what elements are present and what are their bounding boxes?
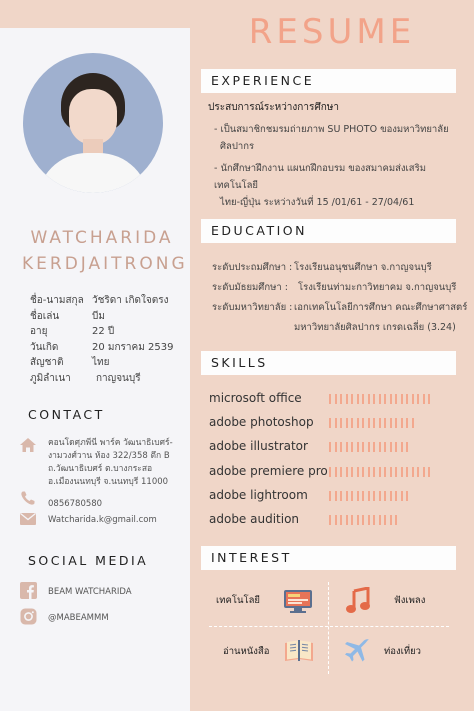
skill-tick — [346, 515, 348, 525]
skill-tick — [362, 394, 364, 404]
experience-item: - เป็นสมาชิกชมรมถ่ายภาพ SU PHOTO ของมหาวิทยาลัย ศิลปากร — [214, 124, 449, 152]
skill-tick — [373, 442, 375, 452]
skill-tick — [329, 394, 331, 404]
skill-tick — [379, 394, 381, 404]
skill-level-bar — [329, 394, 430, 404]
skill-tick — [401, 467, 403, 477]
skill-tick — [357, 442, 359, 452]
skill-tick — [401, 418, 403, 428]
skill-tick — [384, 491, 386, 501]
profile-photo — [23, 53, 163, 193]
instagram-icon — [18, 608, 38, 624]
skill-tick — [346, 418, 348, 428]
skill-tick — [335, 418, 337, 428]
skill-tick — [417, 467, 419, 477]
phone-icon — [18, 490, 38, 506]
skill-tick — [384, 418, 386, 428]
skill-tick — [379, 467, 381, 477]
social-media-title: SOCIAL MEDIA — [28, 553, 149, 568]
skill-tick — [368, 418, 370, 428]
skill-tick — [395, 515, 397, 525]
music-note-icon — [345, 587, 371, 619]
left-column — [0, 0, 190, 711]
email-text[interactable]: Watcharida.k@gmail.com — [48, 515, 157, 525]
skill-tick — [428, 394, 430, 404]
skill-tick — [395, 491, 397, 501]
skill-tick — [401, 491, 403, 501]
skill-tick — [406, 467, 408, 477]
airplane-icon — [343, 638, 371, 668]
skill-tick — [329, 467, 331, 477]
facebook-row[interactable]: BEAM WATCHARIDA — [18, 582, 132, 602]
skill-tick — [351, 394, 353, 404]
skill-tick — [373, 394, 375, 404]
skill-tick — [412, 467, 414, 477]
skill-tick — [340, 394, 342, 404]
address-row: คอนโดศุภพีนี พาร์ค วัฒนาธิเบศร์- งามวงศ์วาน ห้อง 322/358 ตึก B ถ.วัฒนาธิเบศร์ ต.บางกระสอ อ.เมืองนนทบุรี จ.นนทบุรี 11000 — [18, 437, 173, 489]
interest-label: อ่านหนังสือ — [223, 646, 270, 657]
skill-level-bar — [329, 515, 397, 525]
skill-tick — [417, 394, 419, 404]
computer-icon — [283, 589, 313, 617]
skill-tick — [423, 394, 425, 404]
education-row: มหาวิทยาลัยศิลปากร เกรดเฉลี่ย (3.24) — [294, 322, 456, 333]
skill-tick — [362, 515, 364, 525]
interest-header: INTEREST — [201, 546, 456, 570]
personal-info — [30, 293, 173, 386]
skill-tick — [406, 491, 408, 501]
skill-tick — [329, 515, 331, 525]
experience-section — [208, 100, 458, 211]
skill-tick — [379, 442, 381, 452]
experience-header: EXPERIENCE — [201, 69, 456, 93]
skill-tick — [384, 394, 386, 404]
skill-row: microsoft office — [209, 386, 329, 410]
resume-title: RESUME — [248, 12, 416, 52]
skill-tick — [406, 418, 408, 428]
skill-row: adobe premiere pro — [209, 459, 329, 483]
skill-tick — [335, 491, 337, 501]
skill-tick — [351, 467, 353, 477]
skill-tick — [351, 491, 353, 501]
skills-section — [209, 386, 329, 531]
skill-tick — [346, 394, 348, 404]
skill-tick — [373, 418, 375, 428]
first-name: WATCHARIDA — [30, 228, 174, 248]
skill-level-bar — [329, 418, 414, 428]
skill-tick — [401, 442, 403, 452]
info-row: ภูมิลำเนา กาญจนบุรี — [30, 372, 141, 384]
skill-tick — [373, 467, 375, 477]
skill-tick — [390, 394, 392, 404]
skill-level-bar — [329, 491, 408, 501]
facebook-icon — [18, 582, 38, 598]
skill-tick — [362, 467, 364, 477]
skill-tick — [368, 394, 370, 404]
skill-tick — [329, 442, 331, 452]
skill-tick — [357, 491, 359, 501]
skill-tick — [340, 515, 342, 525]
instagram-row[interactable]: @MABEAMMM — [18, 608, 109, 628]
skill-tick — [346, 491, 348, 501]
info-row: อายุ 22 ปี — [30, 326, 115, 337]
skill-tick — [357, 418, 359, 428]
education-header: EDUCATION — [201, 219, 456, 243]
skill-level-bar — [329, 442, 408, 452]
skills-header: SKILLS — [201, 351, 456, 375]
skill-tick — [362, 491, 364, 501]
skill-tick — [423, 467, 425, 477]
skill-level-bar — [329, 467, 430, 477]
interest-section — [201, 578, 456, 678]
skill-tick — [384, 467, 386, 477]
skill-tick — [395, 442, 397, 452]
skill-tick — [373, 515, 375, 525]
skill-tick — [390, 418, 392, 428]
skill-tick — [340, 467, 342, 477]
home-icon — [18, 437, 38, 453]
phone-text[interactable]: 0856780580 — [48, 499, 103, 509]
skill-tick — [406, 442, 408, 452]
skill-tick — [384, 442, 386, 452]
skill-tick — [335, 394, 337, 404]
skill-tick — [340, 442, 342, 452]
skill-tick — [335, 442, 337, 452]
interest-label: ท่องเที่ยว — [384, 646, 422, 657]
skill-tick — [395, 418, 397, 428]
skill-row: adobe audition — [209, 507, 329, 531]
skill-tick — [362, 418, 364, 428]
skill-tick — [373, 491, 375, 501]
left-top-band — [0, 0, 190, 28]
skill-tick — [362, 442, 364, 452]
info-row: ชื่อเล่น บีม — [30, 310, 105, 322]
skill-tick — [395, 394, 397, 404]
skill-tick — [390, 442, 392, 452]
skill-tick — [340, 418, 342, 428]
education-row: ระดับประถมศึกษา : โรงเรียนอนุชนศึกษา จ.กาญจนบุรี — [212, 262, 432, 273]
info-row: ชื่อ-นามสกุล วัชริดา เกิดใจตรง — [30, 295, 169, 306]
skill-tick — [335, 515, 337, 525]
book-icon — [283, 638, 315, 668]
experience-item: - นักศึกษาฝึกงาน แผนกฝึกอบรม ของสมาคมส่งเสริมเทคโนโลยี ไทย-ญี่ปุ่น ระหว่างวันที่ 15 /01/61 - 27/04/61 — [214, 163, 426, 208]
skill-row: adobe photoshop — [209, 410, 329, 434]
skill-tick — [368, 491, 370, 501]
skill-tick — [351, 515, 353, 525]
last-name: KERDJAITRONG — [22, 254, 188, 274]
interest-label: เทคโนโลยี — [216, 595, 260, 606]
skill-tick — [351, 418, 353, 428]
skill-row: adobe lightroom — [209, 483, 329, 507]
skill-tick — [412, 418, 414, 428]
skill-tick — [412, 394, 414, 404]
skill-tick — [384, 515, 386, 525]
skill-tick — [406, 394, 408, 404]
skill-tick — [335, 467, 337, 477]
skill-tick — [428, 467, 430, 477]
email-row — [18, 511, 157, 529]
skill-tick — [401, 394, 403, 404]
skill-tick — [346, 442, 348, 452]
skill-tick — [395, 467, 397, 477]
skill-tick — [351, 442, 353, 452]
skill-tick — [357, 394, 359, 404]
skill-tick — [390, 467, 392, 477]
skill-tick — [368, 515, 370, 525]
skill-tick — [329, 418, 331, 428]
skill-tick — [340, 491, 342, 501]
education-section — [212, 258, 467, 338]
skill-tick — [379, 418, 381, 428]
skill-tick — [329, 491, 331, 501]
skill-tick — [346, 467, 348, 477]
skill-tick — [357, 515, 359, 525]
skill-tick — [379, 491, 381, 501]
skill-tick — [379, 515, 381, 525]
info-row: วันเกิด 20 มกราคม 2539 — [30, 341, 174, 353]
interest-label: ฟังเพลง — [394, 595, 426, 606]
experience-heading: ประสบการณ์ระหว่างการศึกษา — [208, 102, 339, 113]
skill-tick — [390, 515, 392, 525]
skill-tick — [368, 467, 370, 477]
skill-tick — [368, 442, 370, 452]
education-row: ระดับมัธยมศึกษา : โรงเรียนท่ามะกาวิทยาคม จ.กาญจนบุรี — [212, 282, 457, 293]
education-row: ระดับมหาวิทยาลัย : เอกเทคโนโลยีการศึกษา คณะศึกษาศาสตร์ — [212, 302, 468, 313]
skill-row: adobe illustrator — [209, 434, 329, 458]
mail-icon — [18, 511, 38, 527]
skill-tick — [357, 467, 359, 477]
skill-tick — [390, 491, 392, 501]
contact-title: CONTACT — [28, 407, 105, 422]
info-row: สัญชาติ ไทย — [30, 357, 110, 368]
